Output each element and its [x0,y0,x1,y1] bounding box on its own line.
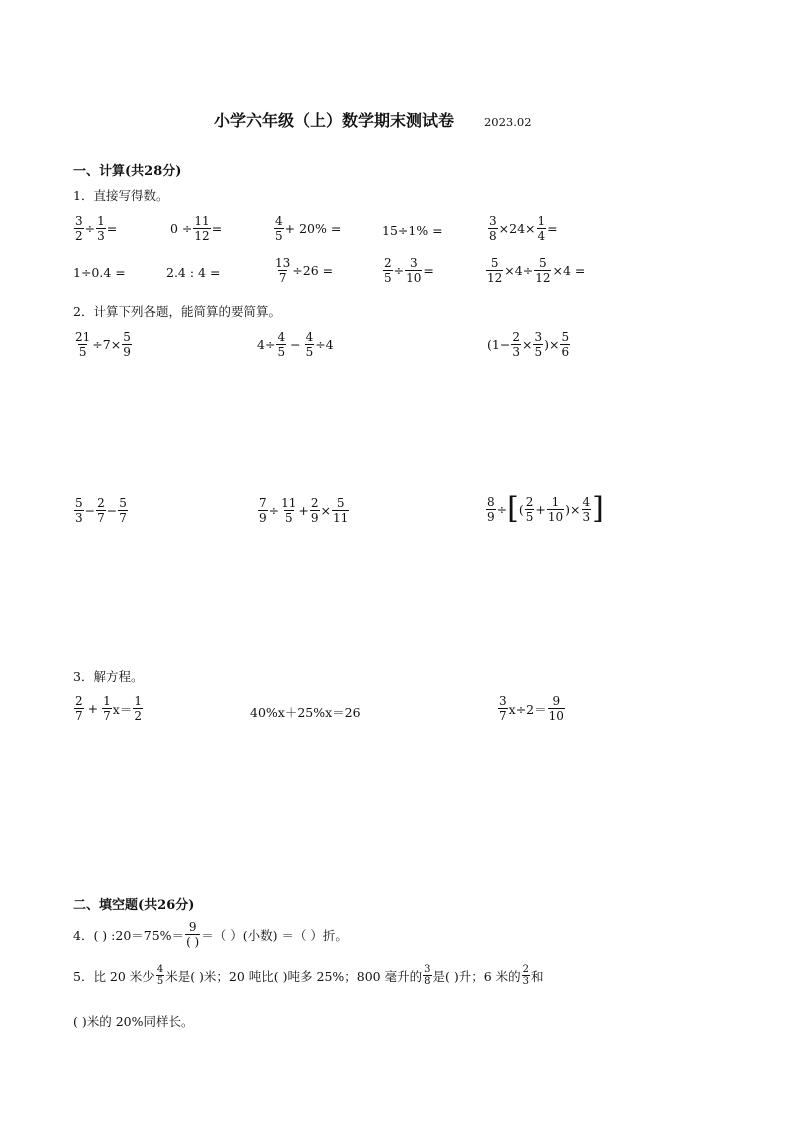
numerator: 4 [277,330,286,344]
fraction [74,496,84,525]
expression-text: 4．( ) :20＝75%＝ [73,927,185,943]
denominator: 5 [275,229,283,243]
expression-text: ÷4 [315,337,334,352]
q1-r2-b: 2.4 : 4 = [166,265,221,280]
numerator: 9 [188,920,197,934]
numerator: 4 [582,494,591,509]
fraction [560,330,570,359]
q2-label: 2．计算下列各题，能简算的要简算。 [73,304,281,319]
q1-r1-a [73,214,117,243]
fraction [511,330,521,359]
numerator: 11 [194,214,210,228]
q2-d [73,496,129,525]
q1-r1-e [487,214,558,243]
q2-f [485,491,604,526]
numerator: 3 [489,214,497,228]
denominator: 7 [499,709,507,723]
denominator: 11 [333,511,349,525]
expression-text: (1− [487,337,511,352]
q2-a [73,330,133,359]
numerator: 2 [75,694,83,708]
fraction [122,330,132,359]
numerator: 2 [522,964,530,975]
fraction [280,496,297,525]
expression-text: = [106,221,118,236]
expression-text: ÷ [84,221,96,236]
expression-text: × [521,337,533,352]
fraction [96,214,106,243]
numerator: 3 [75,214,83,228]
expression-text: ÷ [496,501,508,517]
q3-a [73,694,144,723]
denominator: 7 [103,709,111,723]
numerator: 21 [75,330,91,344]
fraction [488,214,498,243]
fraction [96,496,106,525]
fraction [533,330,543,359]
expression-text: 和 [531,968,544,984]
fraction [74,214,84,243]
expression-text: )× [565,501,581,517]
numerator: 5 [119,496,127,510]
denominator: 12 [535,271,551,285]
fraction [547,495,564,524]
numerator: 8 [487,494,495,509]
numerator: 13 [275,256,291,270]
denominator: 8 [424,976,431,987]
q5-line2: ( )米的 20%同样长。 [73,1014,194,1029]
denominator: 8 [489,229,497,243]
q4-fraction [185,920,200,949]
fraction [156,964,164,987]
exam-date: 2023.02 [483,115,532,129]
expression-text: − [106,503,118,518]
numerator: 4 [275,214,283,228]
expression-text: ×4 = [552,263,586,278]
fraction [498,694,508,723]
denominator: 9 [123,345,131,359]
numerator: 5 [539,256,547,270]
numerator: 1 [537,214,546,228]
fraction [102,694,112,723]
section-2-heading: 二、填空题(共26分) [73,898,195,913]
numerator: 11 [281,496,297,510]
denominator: 7 [278,271,287,285]
expression-text: ( [518,501,524,517]
expression-text: 4÷ [257,337,276,352]
expression-text: × [320,503,332,518]
fraction [133,694,143,723]
q3-c [497,694,566,723]
numerator: 2 [384,256,392,270]
expression-text: ÷ [393,263,405,278]
numerator: 9 [552,694,561,708]
denominator: 5 [277,345,286,359]
expression-text: + [298,503,309,518]
fraction [332,496,349,525]
numerator: 1 [97,214,105,228]
section-1-heading: 一、计算(共28分) [73,164,182,179]
q3-b: 40%x＋25%x＝26 [250,705,361,720]
expression-text: − [84,503,96,518]
denominator: 6 [561,345,570,359]
numerator: 4 [305,330,314,344]
expression-text: ÷26 = [292,263,334,278]
expression-text: = [211,221,223,236]
denominator: 3 [522,976,530,987]
denominator: 5 [525,509,534,524]
expression-text: + [87,701,99,716]
denominator: 5 [384,271,392,285]
expression-text: )× [544,337,560,352]
expression-text: = [547,221,558,236]
numerator: 5 [490,256,499,270]
numerator: 2 [310,496,319,510]
q1-r1-d: 15÷1% = [382,223,443,238]
fraction [537,214,547,243]
fraction [118,496,128,525]
expression-text: + [535,501,546,517]
denominator: 4 [537,229,546,243]
q1-r1-b [170,214,222,243]
denominator: 5 [284,511,293,525]
expression-text: = [423,263,434,278]
denominator: 9 [310,511,319,525]
expression-text: ÷7× [92,337,122,352]
page-title: 小学六年级（上）数学期末测试卷 [214,111,455,130]
expression-text: 是( )升；6 米的 [432,968,521,984]
denominator: 2 [134,709,142,723]
denominator: ( ) [186,935,200,949]
expression-text: + 20% = [284,221,342,236]
fraction [74,330,91,359]
denominator: 10 [547,509,564,524]
numerator: 4 [156,964,164,975]
fraction [423,964,431,987]
denominator: 7 [119,511,127,525]
q2-c [487,330,571,359]
numerator: 5 [75,496,83,510]
fraction [534,256,551,285]
denominator: 5 [305,345,314,359]
denominator: 7 [75,709,83,723]
denominator: 3 [582,509,591,524]
numerator: 2 [97,496,105,510]
numerator: 1 [134,694,142,708]
q1-r2-a: 1÷0.4 = [73,265,126,280]
fraction [405,256,422,285]
q1-r2-e [485,256,585,285]
left-square-bracket: [ [507,491,519,526]
expression-text: − [290,337,301,352]
numerator: 3 [534,330,543,344]
fraction [258,496,268,525]
q2-e [257,496,350,525]
fraction [274,256,291,285]
q1-label: 1．直接写得数。 [73,188,169,203]
expression-text: x＝ [112,701,133,717]
expression-text: 米是( )米；20 吨比( )吨多 25%；800 毫升的 [165,968,423,984]
denominator: 3 [97,229,105,243]
q2-b [257,330,334,359]
denominator: 9 [259,511,267,525]
fraction [274,214,284,243]
fraction [522,964,530,987]
fraction [305,330,315,359]
fraction [486,495,496,524]
fraction [548,694,565,723]
fraction [276,330,286,359]
denominator: 5 [534,345,543,359]
denominator: 12 [194,229,210,243]
numerator: 2 [525,494,534,509]
fraction [525,495,535,524]
fraction [193,214,210,243]
denominator: 10 [406,271,422,285]
numerator: 5 [336,496,345,510]
page-title-row [214,108,532,131]
q1-r2-d [382,256,434,285]
denominator: 5 [156,976,164,987]
numerator: 3 [499,694,507,708]
denominator: 5 [78,345,87,359]
fraction [486,256,503,285]
q4 [73,920,348,949]
fraction [310,496,320,525]
denominator: 3 [75,511,83,525]
denominator: 7 [97,511,105,525]
numerator: 1 [551,494,560,509]
numerator: 5 [123,330,131,344]
numerator: 5 [561,330,570,344]
fraction [383,256,393,285]
numerator: 2 [512,330,520,344]
denominator: 9 [487,509,495,524]
fraction [582,495,592,524]
numerator: 3 [409,256,418,270]
expression-text: ÷ [268,503,280,518]
expression-text: ×4÷ [504,263,534,278]
numerator: 3 [424,964,431,975]
denominator: 10 [548,709,564,723]
fraction [74,694,84,723]
numerator: 7 [259,496,267,510]
expression-text: ×24× [498,221,536,236]
denominator: 12 [487,271,503,285]
denominator: 2 [75,229,83,243]
q3-label: 3．解方程。 [73,669,144,684]
q5-line1 [73,964,544,987]
right-square-bracket: ] [592,491,604,526]
numerator: 1 [103,694,111,708]
expression-text: 5．比 20 米少 [73,968,155,984]
denominator: 3 [512,345,520,359]
expression-text: ＝（ ）(小数) ＝（ ）折。 [201,927,348,943]
expression-text: x÷2＝ [508,701,547,717]
expression-text: 0 ÷ [170,221,193,236]
q1-r2-c [273,256,333,285]
q1-r1-c [273,214,341,243]
